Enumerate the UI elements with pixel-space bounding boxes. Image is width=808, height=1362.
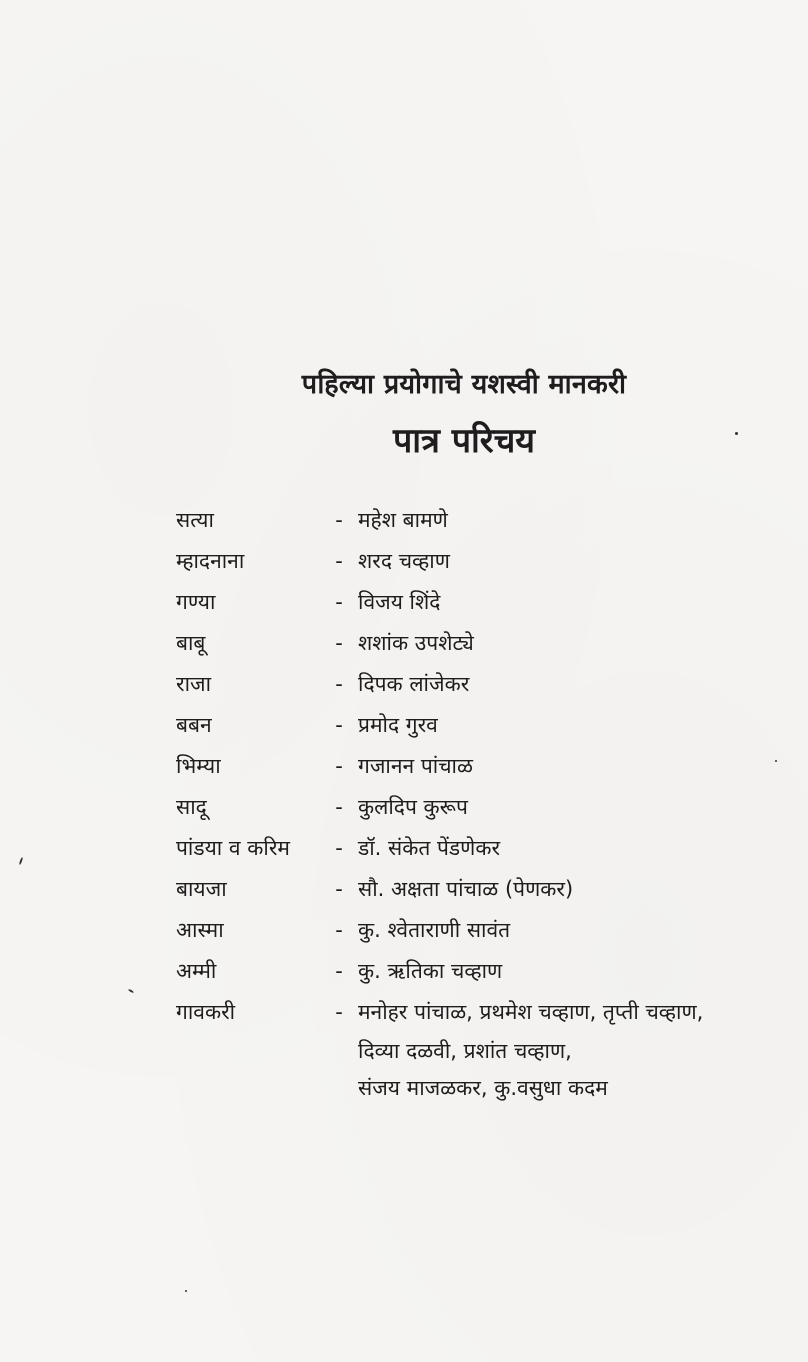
actor-name: शशांक उपशेट्ये [358, 631, 474, 655]
role-name: अम्मी [176, 959, 217, 983]
cast-row [176, 787, 796, 828]
dash-separator: - [335, 959, 343, 983]
actor-name: कुलदिप कुरूप [358, 795, 468, 819]
actor-name: कु. ऋतिका चव्हाण [358, 959, 503, 983]
actor-line: दिव्या दळवी, प्रशांत चव्हाण, [358, 1039, 572, 1063]
cast-row [176, 746, 796, 787]
role-name: म्हादनाना [176, 549, 245, 573]
actor-name: सौ. अक्षता पांचाळ (पेणकर) [358, 877, 574, 901]
actor-name: दिपक लांजेकर [358, 672, 470, 696]
dash-separator: - [335, 1000, 343, 1024]
dash-separator: - [335, 754, 343, 778]
paper-speck [128, 989, 134, 994]
actor-name: प्रमोद गुरव [358, 713, 438, 737]
cast-row [176, 664, 796, 705]
dash-separator: - [335, 631, 343, 655]
cast-row [176, 705, 796, 746]
dash-separator: - [335, 836, 343, 860]
paper-speck [185, 1290, 187, 1292]
role-name: गण्या [176, 590, 216, 614]
role-name: बाबू [176, 631, 206, 655]
cast-row [176, 910, 796, 951]
dash-separator: - [335, 713, 343, 737]
cast-row [176, 869, 796, 910]
paper-speck [19, 857, 24, 865]
role-name: सत्या [176, 508, 214, 532]
role-name: भिम्या [176, 754, 221, 778]
cast-row-villagers [176, 992, 796, 1107]
role-name: सादू [176, 795, 207, 819]
actor-line: मनोहर पांचाळ, प्रथमेश चव्हाण, तृप्ती चव्हाण, [358, 1000, 704, 1024]
paper-speck [775, 760, 777, 762]
page-subtitle: पहिल्या प्रयोगाचे यशस्वी मानकरी [301, 369, 627, 400]
dash-separator: - [335, 672, 343, 696]
actor-line: संजय माजळकर, कु.वसुधा कदम [358, 1076, 608, 1100]
cast-row [176, 623, 796, 664]
cast-row [176, 582, 796, 623]
actor-name: कु. श्वेताराणी सावंत [358, 918, 511, 942]
actor-name: महेश बामणे [358, 508, 448, 532]
role-name: बायजा [176, 877, 227, 901]
dash-separator: - [335, 918, 343, 942]
villager-actor-list [358, 992, 796, 1107]
role-name: गावकरी [176, 1000, 236, 1024]
actor-name: शरद चव्हाण [358, 549, 450, 573]
dash-separator: - [335, 549, 343, 573]
actor-name: विजय शिंदे [358, 590, 441, 614]
role-name: बबन [176, 713, 212, 737]
dash-separator: - [335, 877, 343, 901]
role-name: राजा [176, 672, 212, 696]
role-name: आस्मा [176, 918, 224, 942]
cast-row [176, 541, 796, 582]
dash-separator: - [335, 590, 343, 614]
page-title: पात्र परिचय [392, 421, 536, 461]
dash-separator: - [335, 508, 343, 532]
cast-row [176, 951, 796, 992]
dash-separator: - [335, 795, 343, 819]
actor-name: गजानन पांचाळ [358, 754, 473, 778]
actor-name: डॉ. संकेत पेंडणेकर [358, 836, 501, 860]
cast-list [176, 500, 796, 1107]
role-name: पांडया व करिम [176, 836, 290, 860]
cast-row [176, 828, 796, 869]
cast-row [176, 500, 796, 541]
paper-speck [735, 432, 738, 435]
